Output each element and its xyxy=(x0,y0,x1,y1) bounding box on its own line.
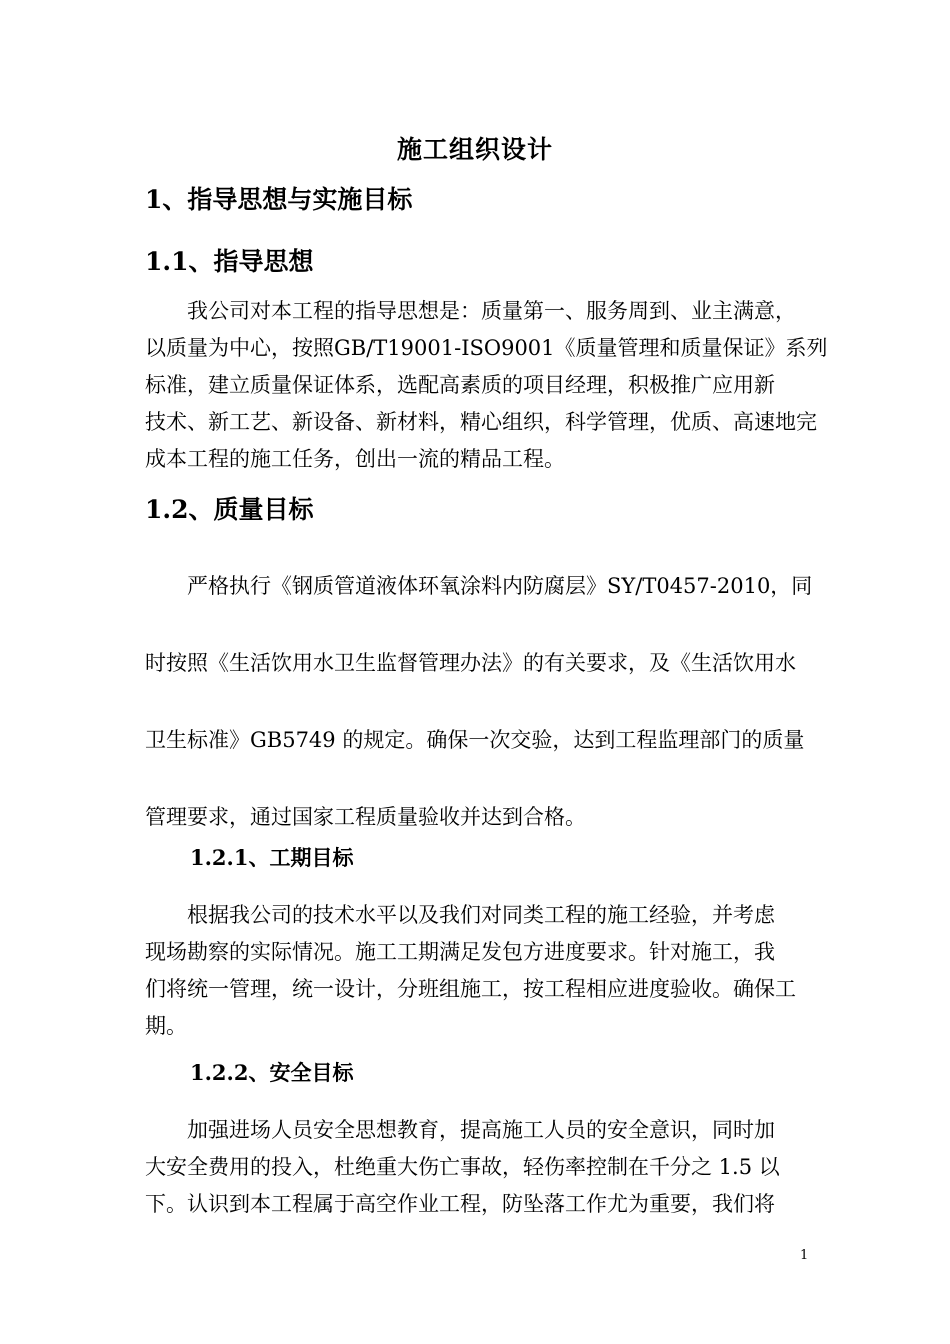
paragraph-line: 标准，建立质量保证体系，选配高素质的项目经理，积极推广应用新 xyxy=(145,373,775,397)
paragraph-line: 下。认识到本工程属于高空作业工程，防坠落工作尤为重要，我们将 xyxy=(145,1192,775,1216)
paragraph-line: 严格执行《钢质管道液体环氧涂料内防腐层》SY/T0457-2010，同 xyxy=(187,574,813,598)
paragraph-line: 根据我公司的技术水平以及我们对同类工程的施工经验，并考虑 xyxy=(187,903,775,927)
section-1-1-paragraph xyxy=(145,293,828,478)
section-1-2-2-heading: 1.2.2、安全目标 xyxy=(190,1060,354,1085)
paragraph-line: 以质量为中心，按照GB/T19001-ISO9001《质量管理和质量保证》系列 xyxy=(145,336,828,360)
paragraph-line: 管理要求，通过国家工程质量验收并达到合格。 xyxy=(145,805,586,829)
paragraph-line: 期。 xyxy=(145,1014,187,1038)
section-1-2-heading: 1.2、质量目标 xyxy=(145,495,314,524)
section-1-1-heading: 1.1、指导思想 xyxy=(145,247,314,276)
paragraph-line: 成本工程的施工任务，创出一流的精品工程。 xyxy=(145,447,565,471)
section-1-2-1-heading: 1.2.1、工期目标 xyxy=(190,845,354,870)
section-1-2-1-paragraph xyxy=(145,897,810,1045)
paragraph-line: 卫生标准》GB5749 的规定。确保一次交验，达到工程监理部门的质量 xyxy=(145,728,805,752)
paragraph-line: 时按照《生活饮用水卫生监督管理办法》的有关要求，及《生活饮用水 xyxy=(145,651,796,675)
page-number: 1 xyxy=(800,1248,809,1263)
paragraph-line: 现场勘察的实际情况。施工工期满足发包方进度要求。针对施工，我 xyxy=(145,940,775,964)
paragraph-line: 加强进场人员安全思想教育，提高施工人员的安全意识，同时加 xyxy=(187,1118,775,1142)
paragraph-line: 们将统一管理，统一设计，分班组施工，按工程相应进度验收。确保工 xyxy=(145,977,796,1001)
paragraph-line: 我公司对本工程的指导思想是：质量第一、服务周到、业主满意， xyxy=(187,299,796,323)
paragraph-line: 技术、新工艺、新设备、新材料，精心组织，科学管理，优质、高速地完 xyxy=(145,410,817,434)
paragraph-line: 大安全费用的投入，杜绝重大伤亡事故，轻伤率控制在千分之 1.5 以 xyxy=(145,1155,780,1179)
section-1-2-2-paragraph xyxy=(145,1112,810,1223)
document-title: 施工组织设计 xyxy=(396,135,553,164)
section-1-heading: 1、指导思想与实施目标 xyxy=(145,185,413,214)
section-1-2-paragraph xyxy=(145,548,813,856)
